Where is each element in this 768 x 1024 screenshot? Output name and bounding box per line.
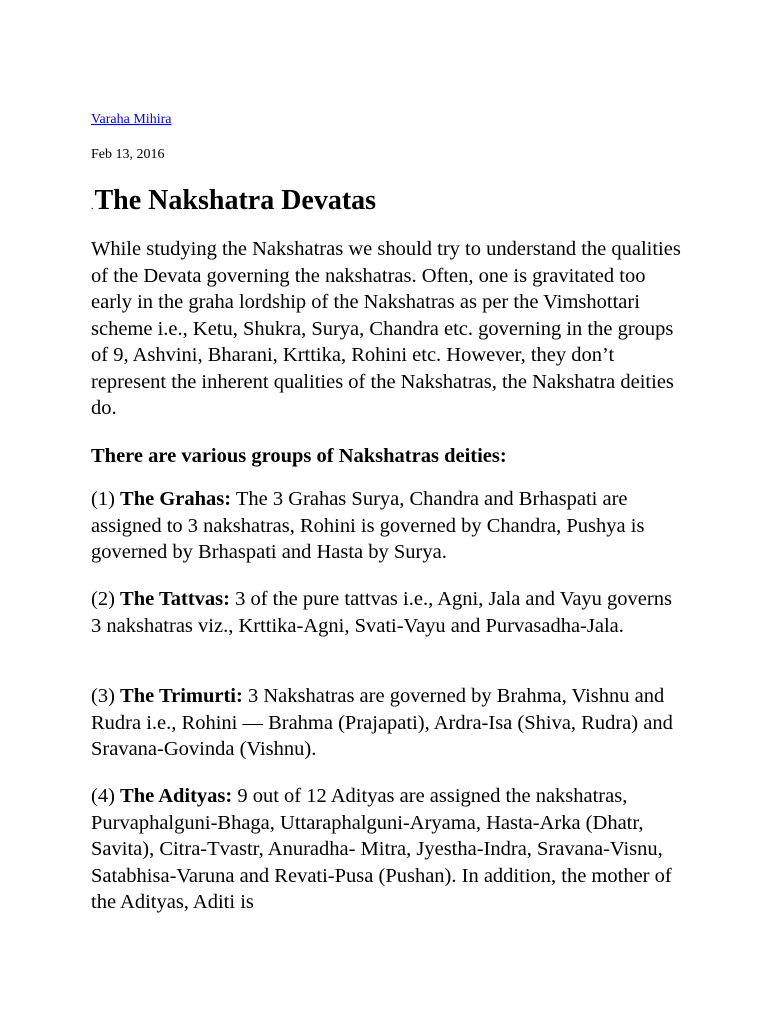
publish-date: Feb 13, 2016: [91, 147, 165, 162]
group-name: The Trimurti:: [120, 685, 243, 707]
group-paragraph-tattvas: [91, 586, 686, 639]
group-name: The Grahas:: [120, 488, 232, 510]
group-name: The Tattvas:: [120, 588, 230, 610]
article-title: The Nakshatra Devatas: [94, 185, 377, 216]
group-number: (1): [91, 488, 115, 510]
intro-paragraph: While studying the Nakshatras we should try to understand the qualities of the Devata governing the nakshatras. Often, one is gravitated too early in the graha lordship of the Nakshatras as per the Vimshottari scheme i.e., Ketu, Shukra, Surya, Chandra etc. governing in the groups of 9, Ashvini, Bharani, Krttika, Rohini etc. However, they don’t represent the inherent qualities of the Nakshatras, the Nakshatra deities do.: [91, 238, 681, 419]
title-block: [91, 184, 376, 218]
group-number: (4): [91, 785, 115, 807]
group-paragraph-trimurti: [91, 683, 686, 763]
section-subheading: There are various groups of Nakshatras deities:: [91, 445, 507, 467]
group-name: The Adityas:: [120, 785, 233, 807]
group-paragraph-adityas: [91, 783, 686, 916]
group-text: 3 of the pure tattvas i.e., Agni, Jala and Vayu governs 3 nakshatras viz., Krttika-Agni, Svati-Vayu and Purvasadha-Jala.: [91, 588, 672, 637]
group-text: 9 out of 12 Adityas are assigned the nakshatras, Purvaphalguni-Bhaga, Uttaraphalguni-Aryama, Hasta-Arka (Dhatr, Savita), Citra-Tvastr, Anuradha- Mitra, Jyestha-Indra, Sravana-Visnu, Satabhisa-Varuna and Revati-Pusa (Pushan). In addition, the mother of the Adityas, Aditi is: [91, 785, 672, 913]
author-link[interactable]: Varaha Mihira: [91, 112, 172, 127]
title-bullet: .: [91, 201, 94, 212]
group-paragraph-grahas: [91, 486, 686, 566]
group-text: The 3 Grahas Surya, Chandra and Brhaspati are assigned to 3 nakshatras, Rohini is governed by Chandra, Pushya is governed by Brhaspati and Hasta by Surya.: [91, 488, 645, 563]
group-text: 3 Nakshatras are governed by Brahma, Vishnu and Rudra i.e., Rohini — Brahma (Prajapati), Ardra-Isa (Shiva, Rudra) and Sravana-Govinda (Vishnu).: [91, 685, 673, 760]
group-number: (3): [91, 685, 115, 707]
group-number: (2): [91, 588, 115, 610]
